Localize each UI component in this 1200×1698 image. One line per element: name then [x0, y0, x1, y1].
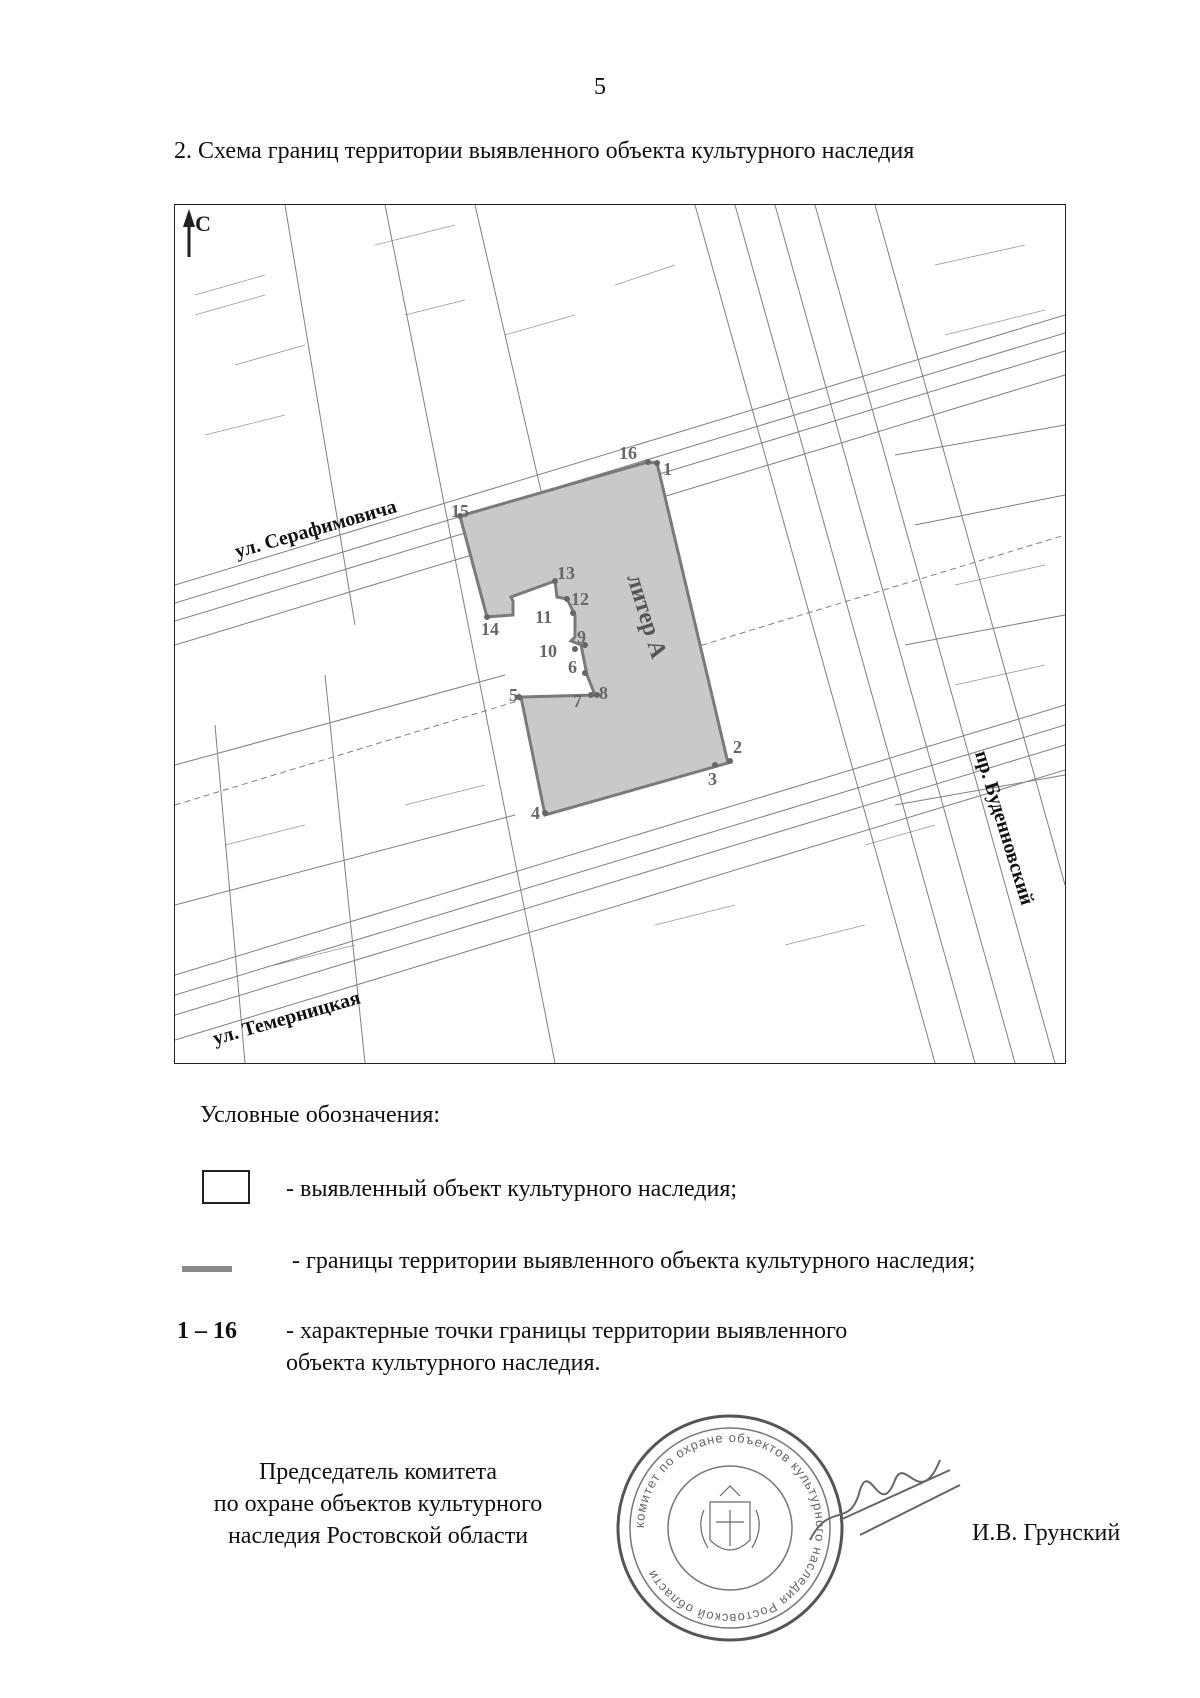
page-number: 5 — [594, 74, 606, 100]
point-label: 10 — [539, 641, 557, 661]
point-label: 7 — [573, 691, 582, 711]
point-label: 11 — [535, 607, 553, 627]
point-label: 2 — [733, 737, 742, 757]
point-label: 12 — [571, 589, 589, 609]
north-arrow-icon — [183, 209, 195, 257]
point-label: 16 — [619, 443, 637, 463]
signatory-position — [168, 1456, 588, 1552]
point-label: 15 — [451, 501, 469, 521]
legend-title: Условные обозначения: — [200, 1102, 441, 1128]
building-label: литер А — [621, 571, 672, 662]
boundary-map — [174, 204, 1066, 1064]
point-label: 14 — [481, 619, 499, 639]
legend-object-text: - выявленный объект культурного наследия; — [286, 1176, 738, 1202]
street-label-serafimovicha: ул. Серафимовича — [232, 495, 400, 563]
point-label: 3 — [708, 769, 717, 789]
seal-text: комитет по охране объектов культурного наследия Ростовской области — [631, 1429, 829, 1627]
legend-boundary-symbol — [182, 1266, 232, 1272]
point-label: 9 — [577, 627, 586, 647]
legend-points-text-2: объекта культурного наследия. — [286, 1350, 601, 1376]
position-line-3: наследия Ростовской области — [227, 1523, 529, 1549]
street-label-budennovsky: пр. Буденновский — [970, 748, 1039, 908]
point-label: 4 — [531, 803, 540, 823]
street-label-temernitskaya: ул. Темерницкая — [210, 986, 363, 1050]
position-line-1: Председатель комитета — [258, 1459, 498, 1485]
position-line-2: по охране объектов культурного — [213, 1491, 543, 1517]
coat-of-arms-icon — [701, 1486, 759, 1550]
signatory-name: И.В. Грунский — [972, 1520, 1121, 1546]
point-label: 13 — [557, 563, 575, 583]
handwritten-signature — [800, 1440, 970, 1560]
point-label: 8 — [599, 683, 608, 703]
legend-points-range: 1 – 16 — [177, 1318, 237, 1344]
legend-object-symbol — [202, 1170, 250, 1204]
point-label: 6 — [568, 657, 577, 677]
page-title: 2. Схема границ территории выявленного объекта культурного наследия — [174, 138, 915, 164]
legend-points-text-1: - характерные точки границы территории выявленного — [286, 1318, 848, 1344]
point-label: 5 — [509, 685, 518, 705]
legend-boundary-text: - границы территории выявленного объекта культурного наследия; — [292, 1248, 976, 1274]
north-label: С — [195, 211, 211, 236]
point-label: 1 — [663, 459, 672, 479]
